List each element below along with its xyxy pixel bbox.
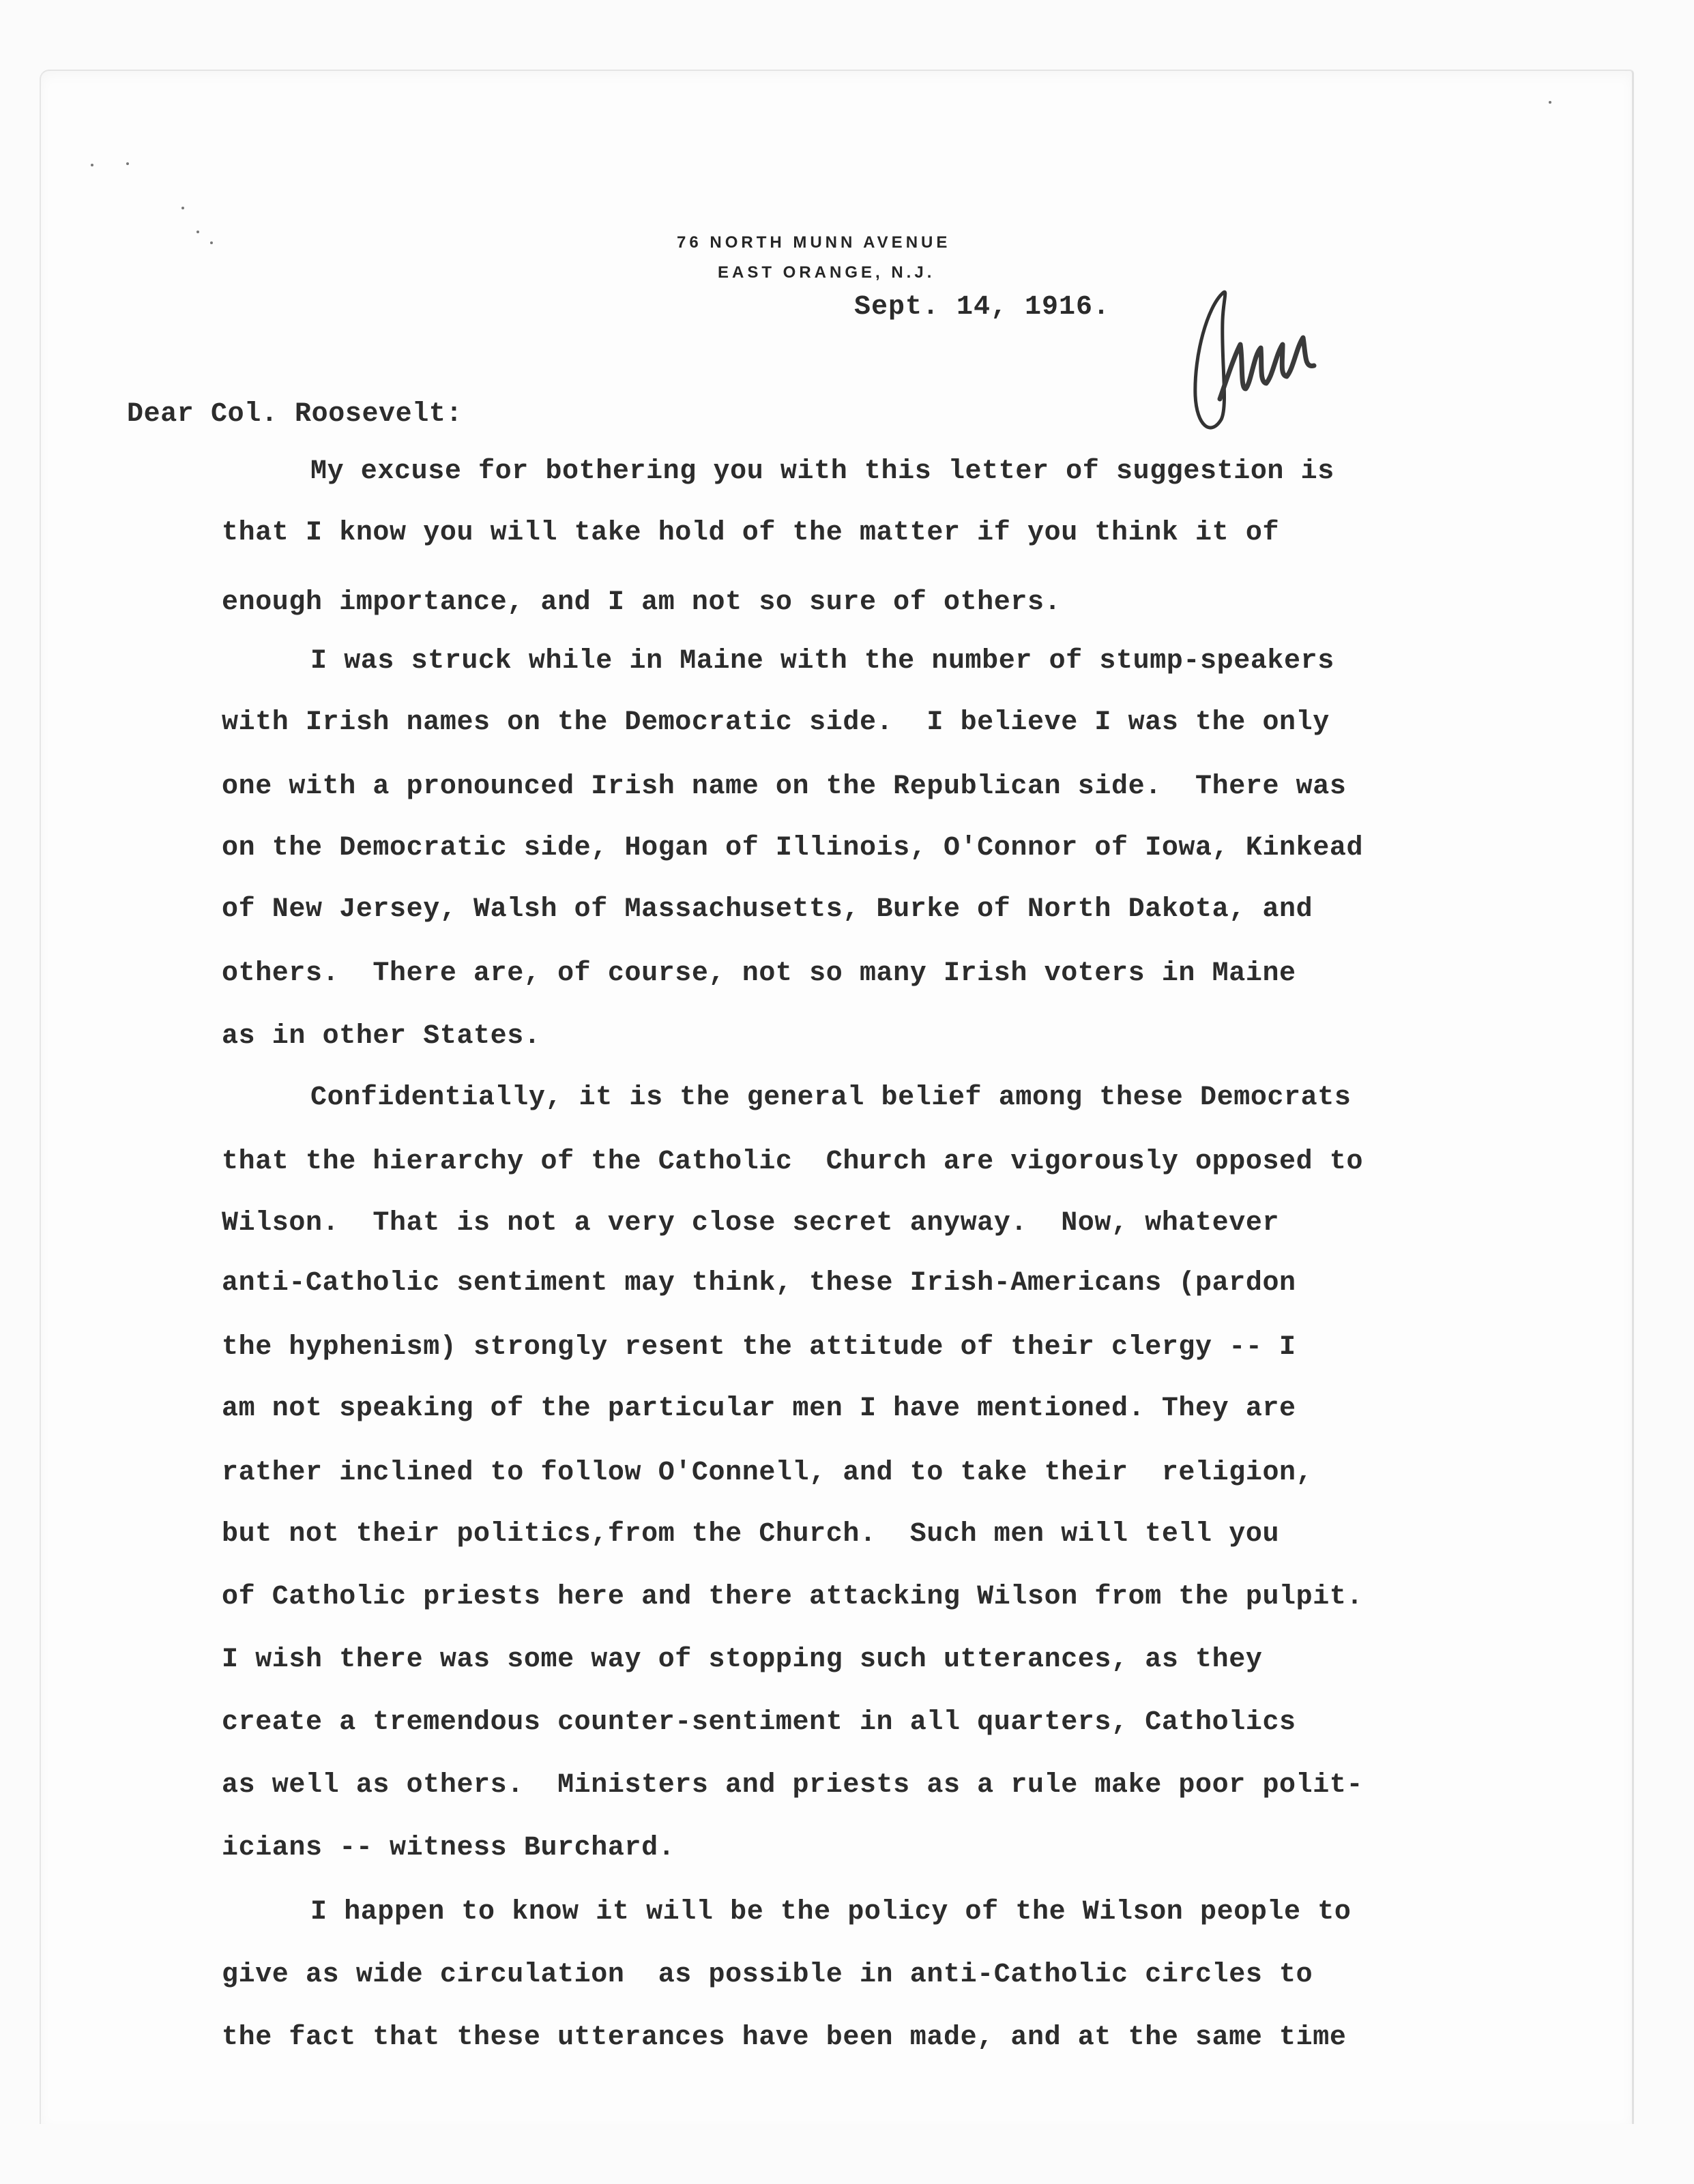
body-line: Confidentially, it is the general belief among these Democrats — [310, 1082, 1352, 1113]
letter-date: Sept. 14, 1916. — [854, 292, 1111, 323]
body-line: My excuse for bothering you with this letter of suggestion is — [310, 456, 1334, 487]
body-line: anti-Catholic sentiment may think, these Irish-Americans (pardon — [222, 1268, 1296, 1299]
scan-speck — [1549, 101, 1551, 104]
body-line: I wish there was some way of stopping such utterances, as they — [222, 1644, 1263, 1675]
body-line: am not speaking of the particular men I have mentioned. They are — [222, 1393, 1296, 1424]
body-line: rather inclined to follow O'Connell, and to take their religion, — [222, 1458, 1313, 1488]
letterhead-address-line1: 76 NORTH MUNN AVENUE — [677, 233, 951, 252]
handwritten-initials-icon — [1180, 280, 1337, 443]
body-line: of New Jersey, Walsh of Massachusetts, Burke of North Dakota, and — [222, 894, 1313, 925]
scan-speck — [126, 162, 129, 165]
body-line: give as wide circulation as possible in anti-Catholic circles to — [222, 1960, 1313, 1990]
body-line: that I know you will take hold of the matter if you think it of — [222, 518, 1280, 548]
scan-speck — [196, 231, 199, 233]
body-line: I happen to know it will be the policy of the Wilson people to — [310, 1897, 1352, 1928]
salutation: Dear Col. Roosevelt: — [127, 399, 463, 430]
body-line: the fact that these utterances have been made, and at the same time — [222, 2022, 1347, 2053]
body-line: Wilson. That is not a very close secret anyway. Now, whatever — [222, 1208, 1280, 1239]
body-line: I was struck while in Maine with the number of stump-speakers — [310, 646, 1334, 677]
body-line: others. There are, of course, not so many Irish voters in Maine — [222, 958, 1296, 989]
body-line: that the hierarchy of the Catholic Church are vigorously opposed to — [222, 1147, 1364, 1177]
body-line: as well as others. Ministers and priests as a rule make poor polit- — [222, 1770, 1364, 1801]
scan-speck — [210, 241, 213, 244]
body-line: but not their politics,from the Church. Such men will tell you — [222, 1519, 1280, 1550]
body-line: on the Democratic side, Hogan of Illinois, O'Connor of Iowa, Kinkead — [222, 833, 1364, 864]
body-line: icians -- witness Burchard. — [222, 1833, 675, 1863]
body-line: of Catholic priests here and there attacking Wilson from the pulpit. — [222, 1582, 1364, 1612]
letterhead-address-line2: EAST ORANGE, N.J. — [718, 263, 935, 282]
body-line: enough importance, and I am not so sure of others. — [222, 587, 1062, 618]
body-line: the hyphenism) strongly resent the attitude of their clergy -- I — [222, 1332, 1296, 1363]
scan-speck — [181, 207, 184, 209]
scan-speck — [91, 164, 93, 166]
body-line: one with a pronounced Irish name on the Republican side. There was — [222, 771, 1347, 802]
body-line: as in other States. — [222, 1021, 541, 1052]
body-line: with Irish names on the Democratic side. I believe I was the only — [222, 707, 1330, 738]
body-line: create a tremendous counter-sentiment in all quarters, Catholics — [222, 1707, 1296, 1738]
